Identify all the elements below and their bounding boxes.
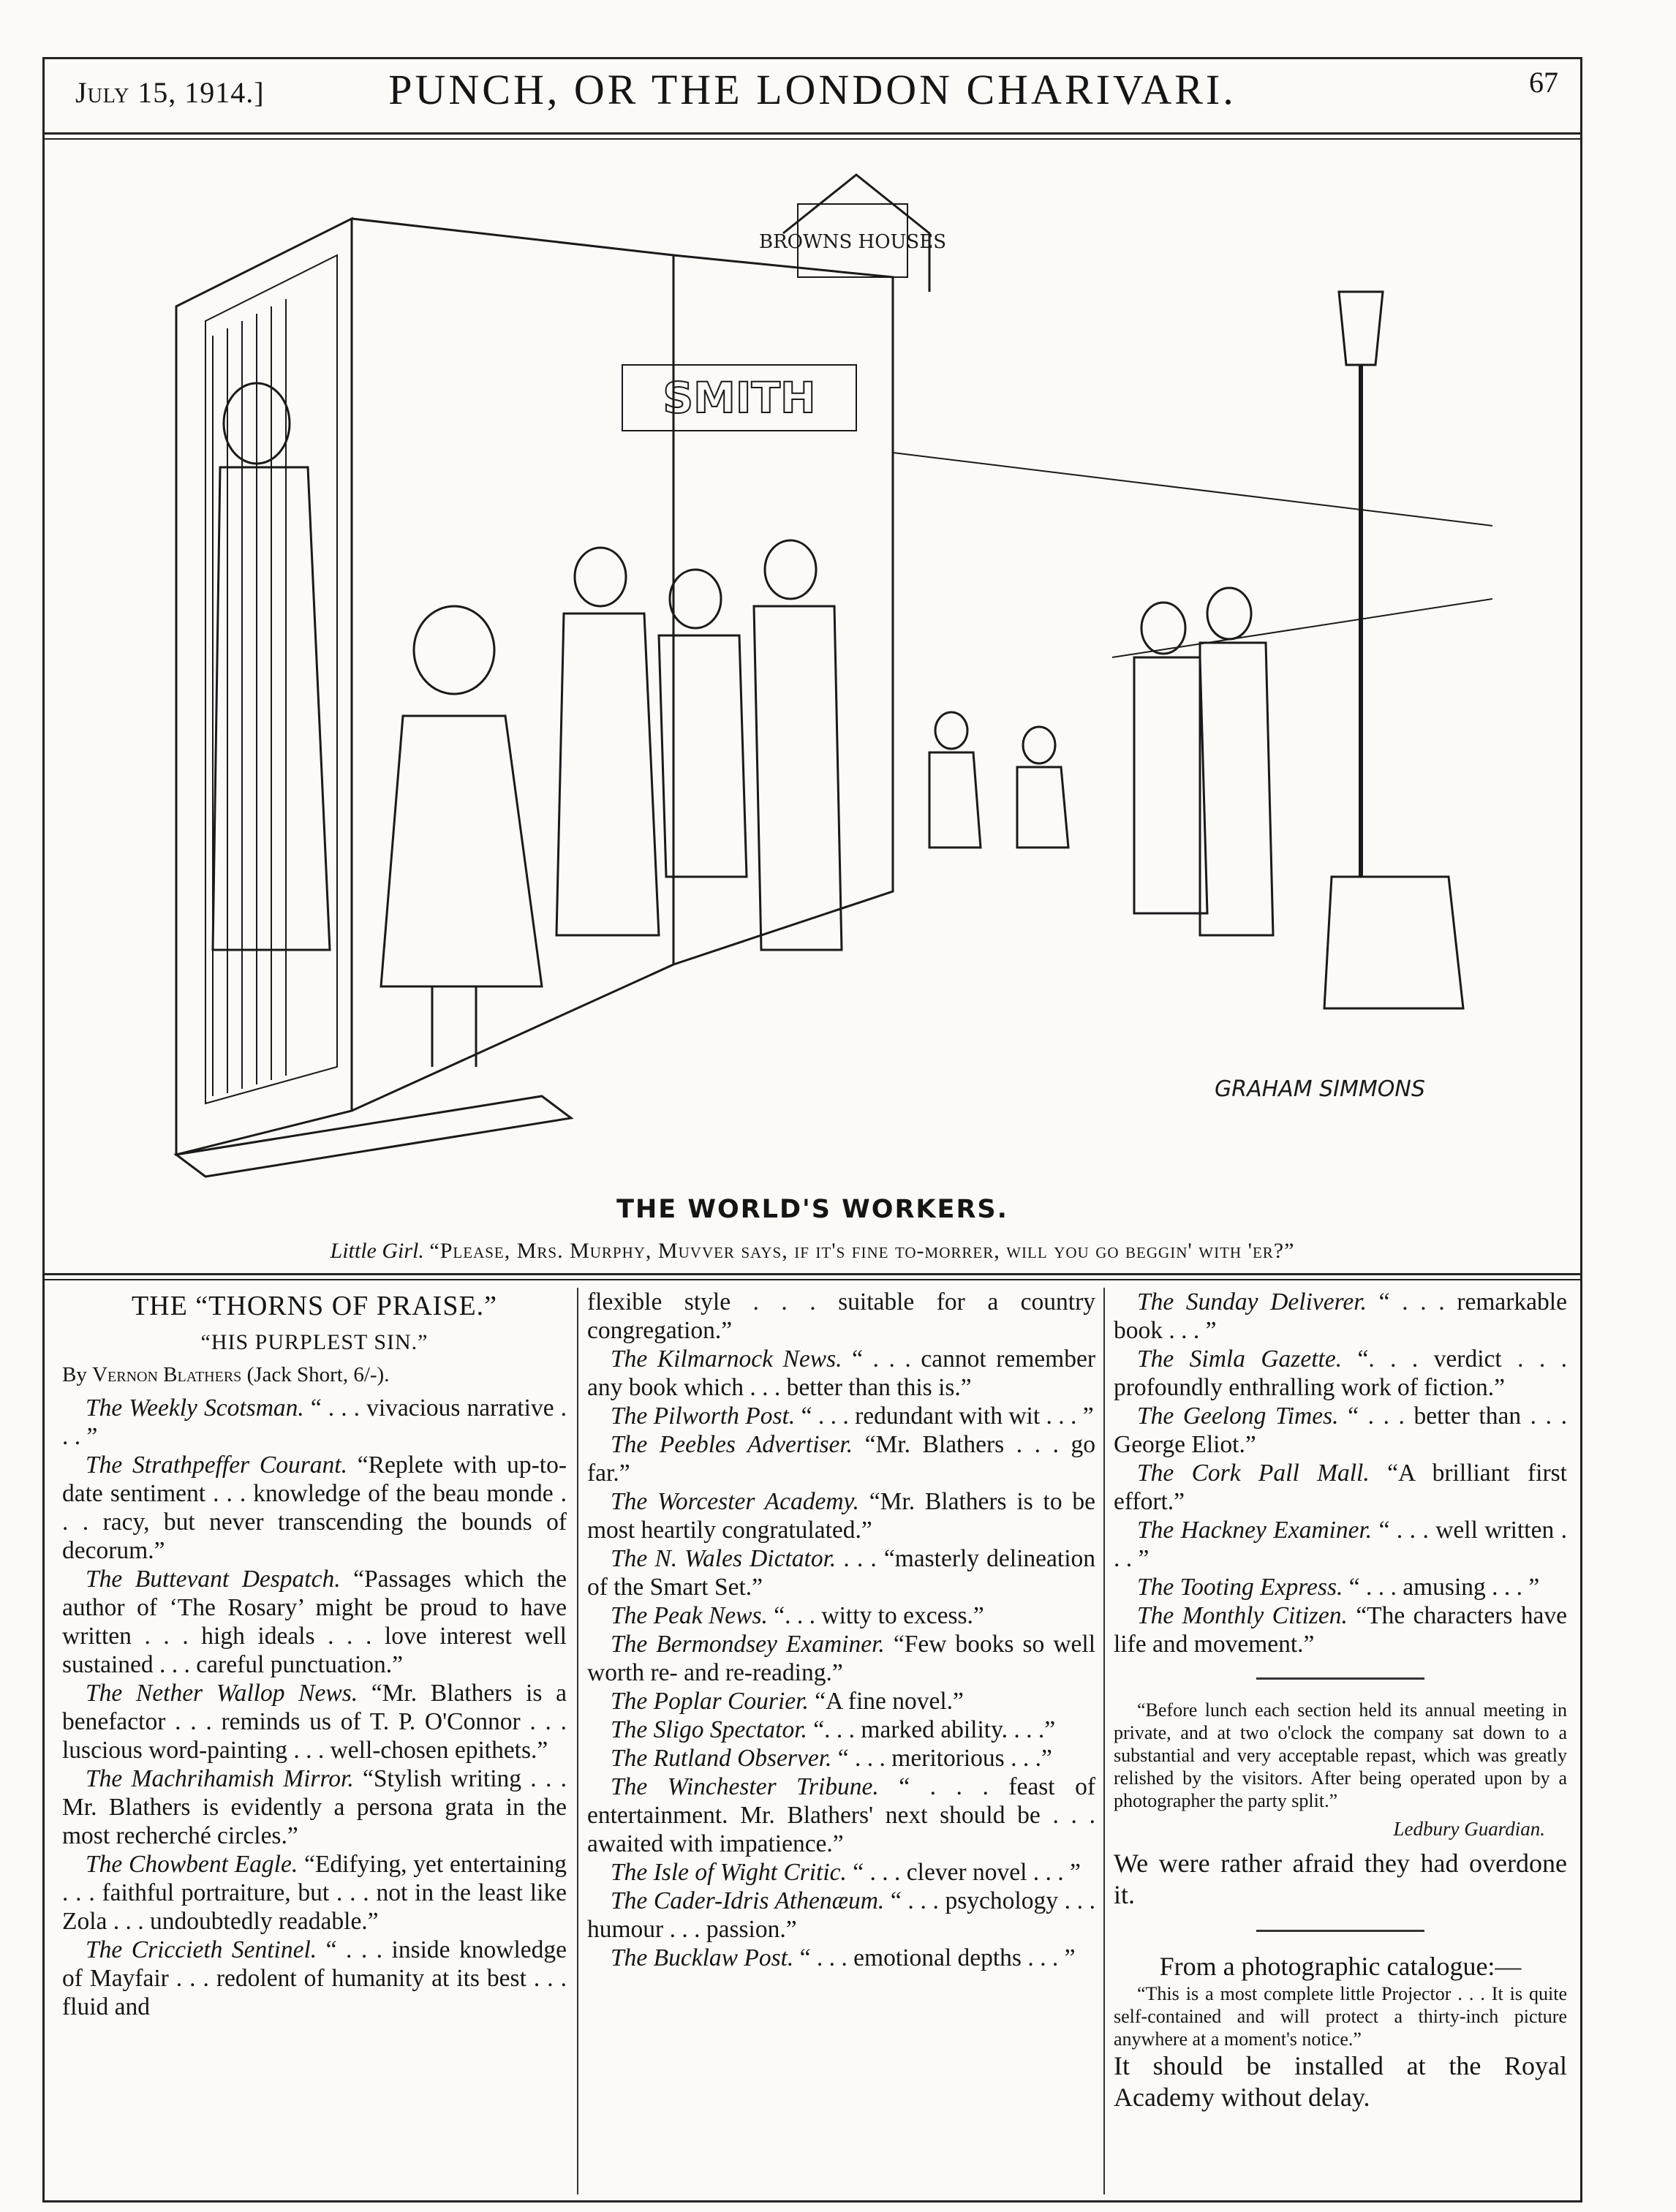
header-rule (45, 132, 1580, 135)
parcel (1324, 877, 1463, 1008)
review-item: The Sunday Deliverer. “ . . . remarkable book . . . ” (1114, 1288, 1567, 1344)
review-item: The Hackney Examiner. “ . . . well written . . . ” (1114, 1517, 1568, 1572)
shop-sign-text: SMITH (663, 373, 816, 423)
cartoon-illustration (162, 146, 1492, 1180)
section-rule (1256, 1930, 1424, 1932)
review-item: The N. Wales Dictator. . . . “masterly delineation of the Smart Set.” (587, 1545, 1096, 1601)
section-rule (1256, 1677, 1424, 1680)
review-item: The Worcester Academy. “Mr. Blathers is to be most heartily congratulated.” (587, 1488, 1096, 1544)
lamp-head (1339, 292, 1383, 365)
review-item: The Peak News. “. . . witty to excess.” (611, 1602, 984, 1629)
column-divider (1103, 1288, 1105, 2194)
snippet-comment: We were rather afraid they had overdone it. (1114, 1849, 1567, 1909)
snippet-quote: “This is a most complete little Projector . . . It is quite self-contained and will protect a thirty-inch picture anywhere at a moment's notice.” (1114, 1983, 1567, 2050)
review-item: The Rutland Observer. “ . . . meritorious . . .” (611, 1745, 1052, 1772)
review-item: The Machrihamish Mirror. “Stylish writing . . . Mr. Blathers is evidently a persona grata in the most recherché circles.” (62, 1765, 567, 1849)
header-rule (45, 138, 1580, 140)
terrace-wall (352, 219, 673, 1111)
review-item: The Monthly Citizen. “The characters have life and movement.” (1114, 1602, 1567, 1658)
article-byline (62, 1361, 567, 1389)
byline-publisher: (Jack Short, 6/-). (246, 1363, 390, 1386)
column-divider (577, 1288, 578, 2194)
issue-date: July 15, 1914.] (75, 76, 265, 109)
caption-speaker: Little Girl. (330, 1239, 424, 1263)
byline-prefix: By (62, 1363, 87, 1386)
shop-front (673, 255, 893, 965)
snippet-quote: “Before lunch each section held its annual meeting in private, and at two o'clock the company sat down to a substantial and very acceptable repast, which was greatly relished by the visitors. After being operated upon by a photographer the party split.” (1114, 1699, 1567, 1811)
review-item: The Nether Wallop News. “Mr. Blathers is a benefactor . . . reminds us of T. P. O'Connor . . . luscious word-painting . . . well-chosen epithets.” (62, 1680, 567, 1764)
review-item: The Isle of Wight Critic. “ . . . clever novel . . . ” (611, 1859, 1081, 1886)
review-item: The Chowbent Eagle. “Edifying, yet entertaining . . . faithful portraiture, but . . . not in the least like Zola . . . undoubtedly readable.” (62, 1851, 567, 1935)
caption-rule (45, 1273, 1580, 1275)
snippet-comment: It should be installed at the Royal Academy without delay. (1114, 2051, 1567, 2112)
review-item: The Sligo Spectator. “. . . marked ability. . . .” (611, 1716, 1056, 1743)
review-item: The Weekly Scotsman. “ . . . vivacious narrative . . . ” (62, 1394, 567, 1450)
street-horizon (893, 453, 1492, 526)
cartoon-caption (45, 1239, 1580, 1264)
review-item: The Geelong Times. “ . . . better than . . . George Eliot.” (1114, 1403, 1567, 1458)
review-item: The Poplar Courier. “A fine novel.” (611, 1688, 964, 1715)
children-figures (929, 712, 1068, 848)
review-item: The Buttevant Despatch. “Passages which the author of ‘The Rosary’ might be proud to have written . . . high ideals . . . love interest well sustained . . . careful punctuation.” (62, 1566, 567, 1678)
artist-signature: GRAHAM SIMMONS (1215, 1076, 1425, 1102)
cartoon-title: THE WORLD'S WORKERS. (616, 1195, 1008, 1224)
page-number: 67 (1529, 66, 1558, 99)
men-group-figures (1134, 588, 1273, 935)
masthead-title: PUNCH, OR THE LONDON CHARIVARI. (388, 66, 1237, 113)
column-3 (1114, 1288, 1567, 2113)
review-item: The Criccieth Sentinel. “ . . . inside knowledge of Mayfair . . . redolent of humanity at its best . . . fluid and (62, 1936, 567, 2020)
page-header (45, 59, 1580, 132)
review-item: The Bermondsey Examiner. “Few books so well worth re- and re-reading.” (587, 1631, 1095, 1686)
article-subtitle: “HIS PURPLEST SIN.” (200, 1330, 429, 1354)
review-item: The Cork Pall Mall. “A brilliant first effort.” (1114, 1460, 1567, 1515)
snippet-credit: Ledbury Guardian. (1393, 1818, 1545, 1840)
review-item: The Winchester Tribune. “ . . . feast of entertainment. Mr. Blathers' next should be . . . awaited with impatience.” (587, 1773, 1095, 1857)
review-item: The Cader-Idris Athenæum. “ . . . psychology . . . humour . . . passion.” (587, 1887, 1096, 1943)
article-title: THE “THORNS OF PRAISE.” (131, 1291, 498, 1321)
snippet-lead: From a photographic catalogue:— (1159, 1952, 1522, 1981)
left-house (176, 219, 352, 1155)
doorstep (176, 1096, 571, 1177)
caption-quote: “Please, Mrs. Murphy, Muvver says, if it's fine to-morrer, will you go beggin' with 'er?” (429, 1239, 1295, 1263)
little-girl-figure (381, 606, 542, 1067)
review-item: The Simla Gazette. “. . . verdict . . . profoundly enthralling work of fiction.” (1114, 1345, 1568, 1401)
upper-sign-text: BROWNS HOUSES (758, 231, 947, 253)
review-item: The Kilmarnock News. “ . . . cannot remember any book which . . . better than this is.” (587, 1345, 1096, 1401)
review-item: The Peebles Advertiser. “Mr. Blathers . . . go far.” (587, 1431, 1095, 1487)
pavement-line (1112, 599, 1492, 657)
byline-author: Vernon Blathers (92, 1363, 242, 1386)
review-item: The Bucklaw Post. “ . . . emotional depths . . . ” (611, 1944, 1076, 1971)
review-item: The Tooting Express. “ . . . amusing . . . ” (1137, 1574, 1540, 1601)
review-item: The Strathpeffer Courant. “Replete with up-to-date sentiment . . . knowledge of the beau monde . . . racy, but never transcending the bounds of decorum.” (62, 1452, 567, 1564)
review-item: The Pilworth Post. “ . . . redundant with wit . . . ” (611, 1403, 1094, 1430)
column-2 (587, 1288, 1095, 1972)
column-1 (62, 1288, 567, 2021)
caption-rule (45, 1279, 1580, 1280)
review-continued: flexible style . . . suitable for a country congregation.” (587, 1288, 1095, 1344)
women-group-figures (556, 540, 842, 950)
page-frame (42, 57, 1582, 2202)
